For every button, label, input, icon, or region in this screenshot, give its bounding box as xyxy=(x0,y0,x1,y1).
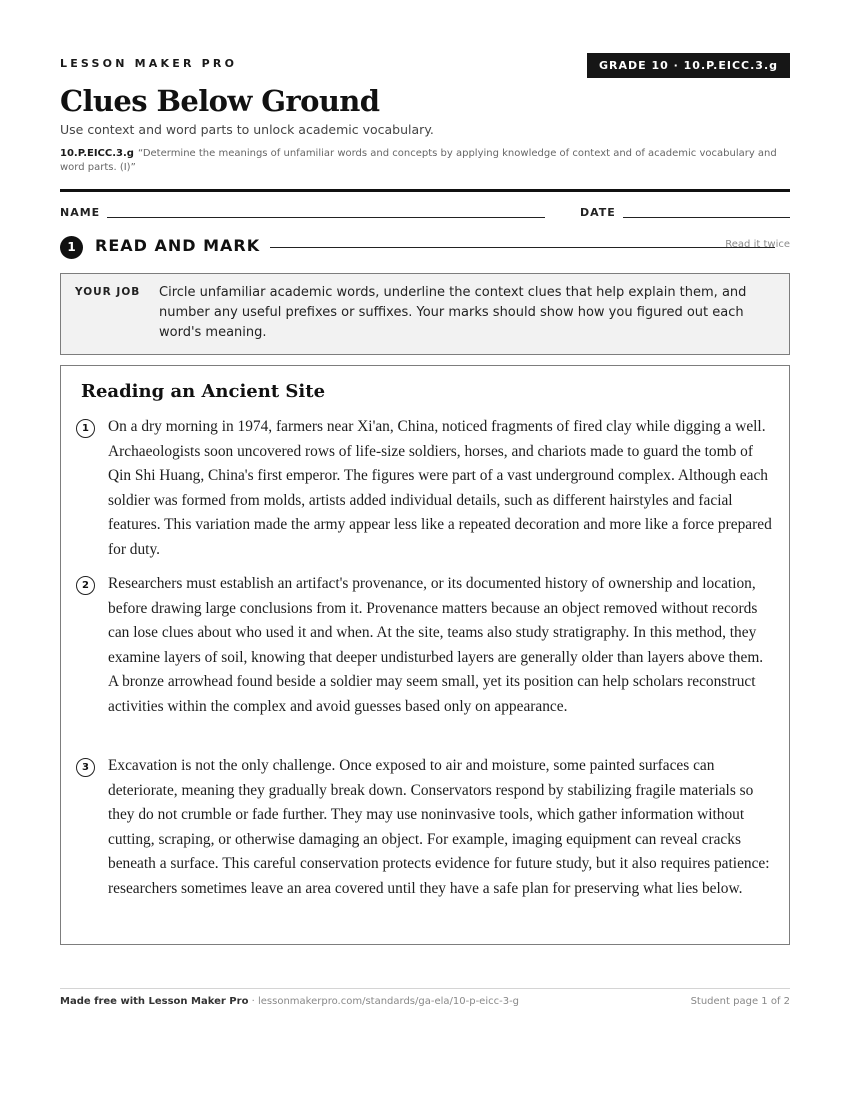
footer-separator: · xyxy=(248,996,258,1007)
section-number-badge: 1 xyxy=(60,236,83,259)
paragraph-1: On a dry morning in 1974, farmers near Xi'an, China, noticed fragments of fired clay while digging a well. Archaeologists soon uncovered rows of life-size soldiers, horses, and chariots made to guard the tomb of Qin Shi Huang, China's first emperor. The figures were part of a vast underground complex. Although each soldier was formed from molds, artists added individual details, such as different hairstyles and facial features. This variation made the army appear less like a repeated decoration and more like a force prepared for duty. xyxy=(108,418,772,558)
job-text: Circle unfamiliar academic words, underline the context clues that help explain them, and number any useful prefixes or suffixes. Your marks should show how you figured out each word's meaning. xyxy=(159,285,747,340)
footer-made-with: Made free with Lesson Maker Pro xyxy=(60,996,249,1007)
standard-text: “Determine the meanings of unfamiliar words and concepts by applying knowledge of context and of academic vocabulary and word parts. (I)” xyxy=(60,148,777,173)
reading-passage-box xyxy=(60,365,790,945)
footer-credit xyxy=(60,996,519,1007)
grade-badge: GRADE 10 · 10.P.EICC.3.g xyxy=(587,53,790,78)
section-divider xyxy=(270,247,775,248)
section-title: READ AND MARK xyxy=(95,236,261,255)
section-note: Read it twice xyxy=(725,239,790,250)
reading-title: Reading an Ancient Site xyxy=(81,381,326,402)
footer-page-number: Student page 1 of 2 xyxy=(690,996,790,1007)
job-instructions-box xyxy=(60,273,790,355)
paragraph-number-2: 2 xyxy=(76,576,95,595)
page-title: Clues Below Ground xyxy=(60,84,380,118)
date-field[interactable] xyxy=(623,217,790,218)
name-label: NAME xyxy=(60,206,101,219)
standard-description xyxy=(60,147,790,175)
paragraph-2: Researchers must establish an artifact's provenance, or its documented history of ownership and location, before drawing large conclusions from it. Provenance matters because an object removed without records can lose clues about who used it and when. At the site, teams also study stratigraphy. In this method, they examine layers of soil, knowing that deeper undisturbed layers are generally older than layers above them. A bronze arrowhead found beside a soldier may seem small, yet its position can help scholars reconstruct activities within the complex and avoid guesses based only on appearance. xyxy=(108,575,764,715)
standard-code: 10.P.EICC.3.g xyxy=(60,148,134,159)
paragraph-number-3: 3 xyxy=(76,758,95,777)
paragraph-3: Excavation is not the only challenge. Once exposed to air and moisture, some painted surfaces can deteriorate, meaning they gradually break down. Conservators respond by stabilizing fragile materials so they do not crumble or fade further. They may use noninvasive tools, which gather information without cutting, scraping, or otherwise damaging an object. For example, imaging equipment can reveal cracks beneath a surface. This careful conservation protects evidence for future study, but it also requires patience: researchers sometimes leave an area covered until they have a safe plan for preserving what lies below. xyxy=(108,757,770,897)
job-label: YOUR JOB xyxy=(75,286,141,298)
date-label: DATE xyxy=(580,206,616,219)
footer-divider xyxy=(60,988,790,989)
header-divider xyxy=(60,189,790,192)
page-subtitle: Use context and word parts to unlock academic vocabulary. xyxy=(60,122,434,137)
brand-name: LESSON MAKER PRO xyxy=(60,57,238,70)
paragraph-number-1: 1 xyxy=(76,419,95,438)
name-field[interactable] xyxy=(107,217,545,218)
footer-url[interactable]: lessonmakerpro.com/standards/ga-ela/10-p-eicc-3-g xyxy=(257,996,520,1007)
